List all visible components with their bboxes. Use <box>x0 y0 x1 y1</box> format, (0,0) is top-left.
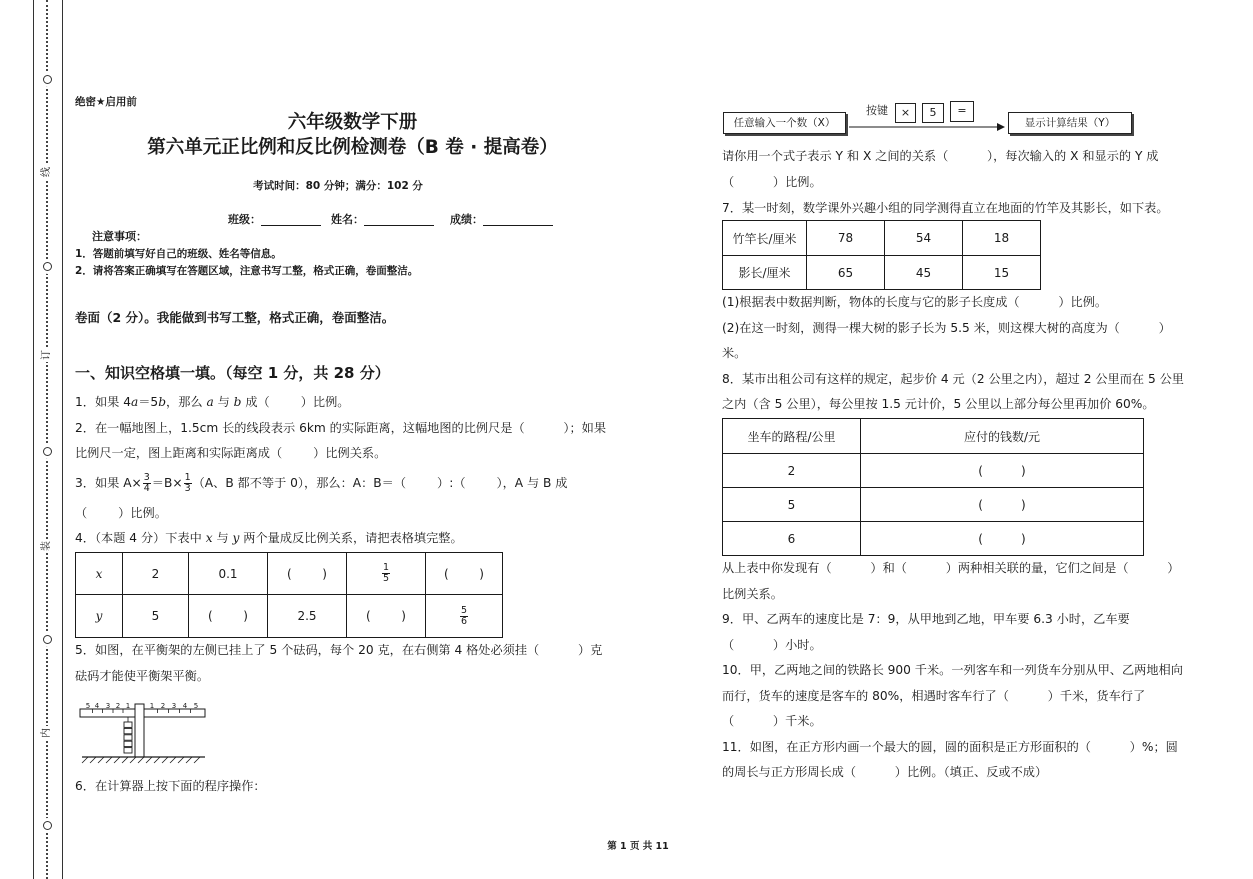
q4-part: 与 <box>212 531 233 545</box>
balance-tick-label: 2 <box>115 702 121 710</box>
balance-tick-label: 5 <box>85 702 91 710</box>
q9-line: （ ）小时。 <box>722 638 822 652</box>
calc-output-box: 显示计算结果（Y） <box>1008 112 1132 134</box>
table-row <box>723 488 1144 522</box>
table-cell-blank: ( ) <box>268 553 347 595</box>
calc-press-label: 按键 <box>866 104 888 117</box>
balance-tick-label: 3 <box>105 702 111 710</box>
table-header: 坐车的路程/公里 <box>723 419 861 454</box>
q6-line: 请你用一个式子表示 Y 和 X 之间的关系（ ），每次输入的 X 和显示的 Y 成 <box>722 149 1159 163</box>
q7-table <box>722 220 1041 290</box>
table-cell <box>426 595 503 638</box>
q10-line: （ ）千米。 <box>722 714 822 728</box>
balance-diagram <box>78 698 213 764</box>
table-cell: 54 <box>885 221 963 256</box>
binding-circle-icon <box>43 635 52 644</box>
section1-title: 一、知识空格填一填。（每空 1 分，共 28 分） <box>75 364 390 382</box>
q3-line: （ ）比例。 <box>75 506 167 520</box>
table-row <box>723 454 1144 488</box>
balance-weight <box>124 728 132 733</box>
table-cell: 6 <box>723 522 861 556</box>
q3-prefix: 3．如果 A× <box>75 476 142 490</box>
q10-line: 10．甲，乙两地之间的铁路长 900 千米。一列客车和一列货车分别从甲、乙两地相向 <box>722 663 1183 677</box>
table-row <box>76 595 503 638</box>
calc-key-multiply: × <box>895 103 916 123</box>
ground-hatching <box>82 757 200 763</box>
table-cell: 15 <box>963 256 1041 290</box>
binding-char-zhuang: 装 <box>41 541 52 551</box>
q2-line: 2．在一幅地图上，1.5cm 长的线段表示 6km 的实际距离，这幅地图的比例尺是（ ）；如果 <box>75 421 607 435</box>
table-row-label: 竹竿长/厘米 <box>723 221 807 256</box>
balance-tick-label: 1 <box>149 702 155 710</box>
q1-part: 与 <box>213 395 234 409</box>
balance-tick-label: 4 <box>94 702 100 710</box>
table-cell: 5 <box>723 488 861 522</box>
balance-tick-label: 1 <box>125 702 131 710</box>
fraction-numerator: 1 <box>184 472 191 483</box>
q11-line: 的周长与正方形周长成（ ）比例。（填正、反或不成） <box>722 765 1048 779</box>
table-cell-blank: ( ) <box>189 595 268 638</box>
score-blank <box>483 213 553 226</box>
q6-line: （ ）比例。 <box>722 175 822 189</box>
balance-weight <box>124 722 132 727</box>
q5-line: 砝码才能使平衡架平衡。 <box>75 669 210 683</box>
binding-dotted-line <box>46 0 48 879</box>
table-cell: 18 <box>963 221 1041 256</box>
table-cell: 2 <box>123 553 189 595</box>
q4-math-var: y <box>232 531 240 545</box>
q3-fraction <box>143 473 151 494</box>
score-label: 成绩： <box>450 213 483 226</box>
q8-table <box>722 418 1144 556</box>
binding-circle-icon <box>43 75 52 84</box>
table-cell-blank: ( ) <box>861 454 1144 488</box>
table-cell-blank: ( ) <box>347 595 426 638</box>
binding-circle-icon <box>43 447 52 456</box>
table-row <box>723 256 1041 290</box>
balance-tick-label: 4 <box>182 702 188 710</box>
q1-part: ＝5 <box>138 395 159 409</box>
q3-suffix: （A、B 都不等于 0），那么：A：B＝（ ）:（ ），A 与 B 成 <box>192 476 568 490</box>
cell-fraction <box>382 563 390 584</box>
balance-tick-label: 3 <box>171 702 177 710</box>
table-header-row <box>723 419 1144 454</box>
q11-line: 11．如图，在正方形内画一个最大的圆，圆的面积是正方形面积的（ ）%；圆 <box>722 740 1178 754</box>
name-label: 姓名： <box>331 213 364 226</box>
fraction-denominator: 3 <box>184 483 191 494</box>
binding-char-nei: 内 <box>41 728 52 738</box>
fraction-numerator: 1 <box>382 562 390 573</box>
class-label: 班级： <box>228 213 261 226</box>
q4-part: 4．（本题 4 分）下表中 <box>75 531 206 545</box>
balance-post <box>135 704 144 757</box>
fraction-denominator: 6 <box>460 615 468 627</box>
table-row <box>723 522 1144 556</box>
page-footer: 第 1 页 共 11 <box>607 841 669 852</box>
table-row <box>76 553 503 595</box>
table-cell <box>347 553 426 595</box>
calc-input-box: 任意输入一个数（X） <box>723 112 846 134</box>
table-row-label: x <box>76 553 123 595</box>
q1-part: ，那么 <box>166 395 207 409</box>
q7-line: (1)根据表中数据判断，物体的长度与它的影子长度成（ ）比例。 <box>722 295 1108 309</box>
secret-mark: 绝密★启用前 <box>75 96 137 108</box>
student-fields <box>228 212 553 228</box>
table-cell: 45 <box>885 256 963 290</box>
margin-border-line <box>33 0 34 879</box>
q1-math-var: a <box>130 395 139 409</box>
table-cell: 65 <box>807 256 885 290</box>
q1-part: 4 <box>123 395 131 409</box>
table-row-label: 影长/厘米 <box>723 256 807 290</box>
binding-circle-icon <box>43 821 52 830</box>
balance-weight <box>124 735 132 740</box>
table-cell: 0.1 <box>189 553 268 595</box>
q7-line: (2)在这一时刻，测得一棵大树的影子长为 5.5 米，则这棵大树的高度为（ ） <box>722 321 1171 335</box>
q3-mid: ＝B× <box>151 476 183 490</box>
table-cell: 2.5 <box>268 595 347 638</box>
title-line2: 第六单元正比例和反比例检测卷（B 卷 · 提高卷） <box>147 137 558 158</box>
q9-line: 9．甲、乙两车的速度比是 7：9，从甲地到乙地，甲车要 6.3 小时，乙车要 <box>722 612 1130 626</box>
q1-part: 成（ ）比例。 <box>241 395 350 409</box>
q4-text <box>75 529 463 547</box>
fraction-denominator: 4 <box>143 483 150 494</box>
balance-weight <box>124 741 132 746</box>
cell-fraction <box>460 606 468 627</box>
q7-line: 米。 <box>722 346 747 360</box>
q1-math-var: a <box>206 395 214 409</box>
table-cell-blank: ( ) <box>426 553 503 595</box>
q4-table <box>75 552 503 638</box>
table-header: 应付的钱数/元 <box>861 419 1144 454</box>
table-cell: 2 <box>723 454 861 488</box>
notes-item: 2．请将答案正确填写在答题区域，注意书写工整，格式正确，卷面整洁。 <box>75 265 419 277</box>
q10-line: 而行，货车的速度是客车的 80%，相遇时客车行了（ ）千米，货车行了 <box>722 689 1146 703</box>
binding-char-xian: 线 <box>41 167 52 177</box>
calc-key-five: 5 <box>922 103 944 123</box>
q8-line: 8．某市出租公司有这样的规定，起步价 4 元（2 公里之内），超过 2 公里而在 5 公里 <box>722 372 1184 386</box>
q4-math-var: x <box>205 531 213 545</box>
calc-key-equals: = <box>950 101 974 122</box>
table-cell-blank: ( ) <box>861 522 1144 556</box>
title-line1: 六年级数学下册 <box>287 112 418 133</box>
table-row-label: y <box>76 595 123 638</box>
fraction-numerator: 5 <box>460 604 468 616</box>
name-blank <box>364 213 434 226</box>
balance-weights <box>124 722 132 753</box>
q1-math-var: b <box>233 395 242 409</box>
q1-math-var: b <box>158 395 167 409</box>
binding-line <box>62 0 63 879</box>
class-blank <box>261 213 321 226</box>
balance-tick-label: 5 <box>193 702 199 710</box>
calc-arrow-icon <box>847 119 1009 135</box>
q3-fraction <box>184 473 192 494</box>
exam-info: 考试时间：80 分钟；满分：102 分 <box>253 180 423 192</box>
notes-item: 1．答题前填写好自己的班级、姓名等信息。 <box>75 248 282 260</box>
neatness-note: 卷面（2 分）。我能做到书写工整，格式正确，卷面整洁。 <box>75 310 395 325</box>
q8-line: 从上表中你发现有（ ）和（ ）两种相关联的量，它们之间是（ ） <box>722 561 1180 575</box>
q6-text: 6．在计算器上按下面的程序操作： <box>75 779 266 793</box>
table-cell-blank: ( ) <box>861 488 1144 522</box>
binding-char-ding: 订 <box>41 350 52 360</box>
balance-tick-label: 2 <box>160 702 166 710</box>
q1-part: 1．如果 <box>75 395 124 409</box>
q1-text <box>75 393 349 411</box>
binding-circle-icon <box>43 262 52 271</box>
fraction-denominator: 5 <box>382 573 390 584</box>
q4-part: 两个量成反比例关系，请把表格填完整。 <box>239 531 463 545</box>
table-cell: 5 <box>123 595 189 638</box>
q8-line: 之内（含 5 公里），每公里按 1.5 元计价，5 公里以上部分每公里再加价 60%。 <box>722 397 1155 411</box>
q8-line: 比例关系。 <box>722 587 783 601</box>
q5-line: 5．如图，在平衡架的左侧已挂上了 5 个砝码，每个 20 克，在右侧第 4 格处必须挂（ ）克 <box>75 643 603 657</box>
q2-line: 比例尺一定，图上距离和实际距离成（ ）比例关系。 <box>75 446 387 460</box>
table-cell: 78 <box>807 221 885 256</box>
q7-text: 7．某一时刻，数学课外兴趣小组的同学测得直立在地面的竹竿及其影长，如下表。 <box>722 201 1169 215</box>
table-row <box>723 221 1041 256</box>
notes-title: 注意事项： <box>92 230 147 243</box>
fraction-numerator: 3 <box>143 472 150 483</box>
balance-weight <box>124 748 132 753</box>
q3-line <box>75 470 567 496</box>
